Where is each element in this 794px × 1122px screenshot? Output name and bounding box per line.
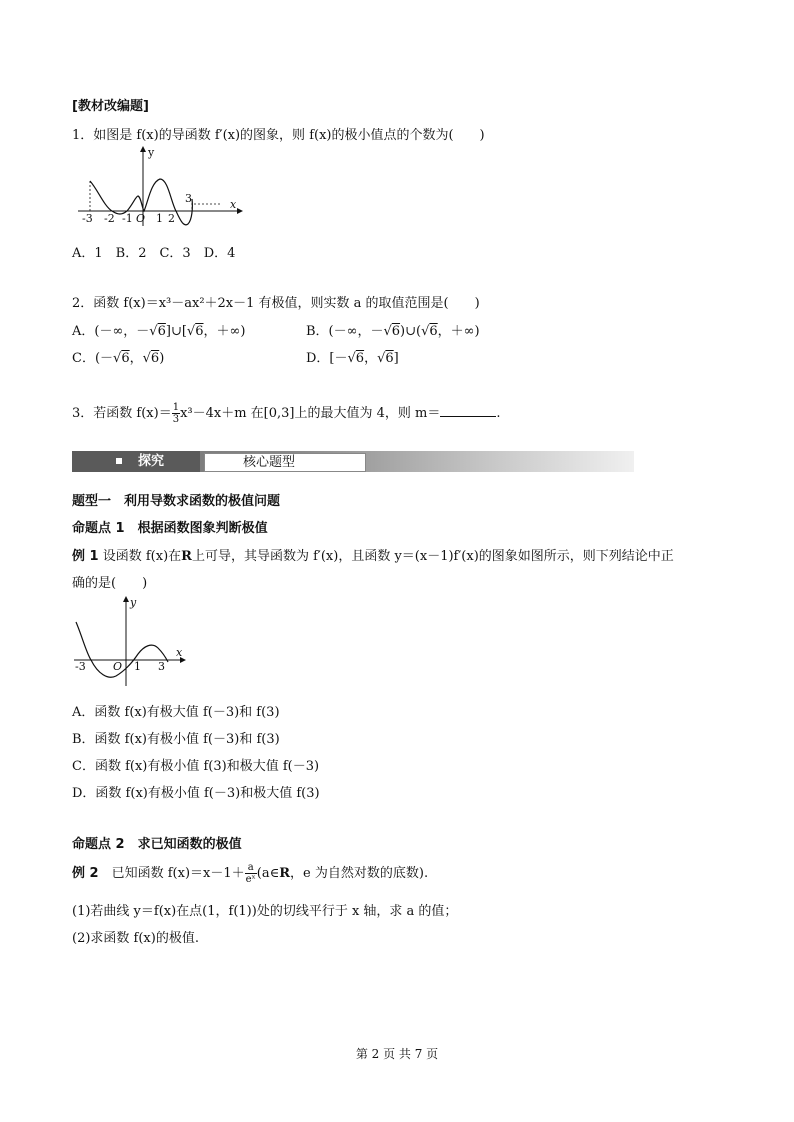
ex1-graph: [72, 594, 192, 694]
q1-text: 1．如图是 f(x)的导函数 f′(x)的图象，则 f(x)的极小值点的个数为( ): [72, 128, 485, 143]
q3-text: 3．若函数 f(x)＝ $\frac{1}{3}$ x³－4x＋m 在[0,3]上的最大值为 4，则 m＝ .: [72, 402, 501, 425]
ex2-text: 例 2 已知函数 f(x)＝x－1＋ $\frac{a}{\text{eˣ}}$ (a∈R，e 为自然对数的底数).: [72, 862, 429, 885]
q2-option-b: B．(－∞，－√6)∪(√6，＋∞): [306, 324, 480, 339]
q1-tick: -2: [104, 212, 115, 225]
banner-tag-explore: 探究: [72, 451, 200, 472]
point2-heading: 命题点 2 求已知函数的极值: [72, 837, 242, 852]
ex1-option-c: C．函数 f(x)有极小值 f(3)和极大值 f(－3): [72, 759, 320, 774]
ex1-text: 例 1 设函数 f(x)在R上可导，其导函数为 f′(x)，且函数 y＝(x－1)f′(x)的图象如图所示，则下列结论中正: [72, 549, 674, 564]
ex1-origin: O: [113, 660, 123, 673]
q2-option-d: D．[－√6，√6]: [306, 351, 399, 366]
point1-heading: 命题点 1 根据函数图象判断极值: [72, 521, 268, 536]
q1-tick: 1: [156, 212, 163, 225]
q2-text: 2．函数 f(x)＝x³－ax²＋2x－1 有极值，则实数 a 的取值范围是( ): [72, 296, 480, 311]
section-banner: [72, 451, 634, 472]
ex1-option-a: A．函数 f(x)有极大值 f(－3)和 f(3): [72, 705, 280, 720]
q1-tick: 3: [185, 192, 192, 205]
q1-y-label: y: [148, 146, 155, 159]
ex2-sub2: (2)求函数 f(x)的极值.: [72, 931, 199, 946]
q1-x-label: x: [230, 198, 237, 211]
ex2-sub1: (1)若曲线 y＝f(x)在点(1，f(1))处的切线平行于 x 轴，求 a 的值；: [72, 904, 458, 919]
q1-options: A．1 B．2 C．3 D．4: [72, 246, 236, 261]
q2-option-a: A．(－∞，－√6]∪[√6，＋∞): [72, 324, 246, 339]
q3-fraction: $\frac{1}{3}$: [172, 402, 180, 425]
ex1-text-line2: 确的是( ): [72, 576, 148, 591]
q1-tick: -3: [82, 212, 93, 225]
ex1-tick: -3: [75, 660, 86, 673]
ex1-x-label: x: [176, 646, 183, 659]
q1-graph: [72, 144, 247, 228]
ex1-tick: 1: [134, 660, 141, 673]
banner-tag-core: 核心题型: [204, 453, 366, 472]
section-title: [教材改编题]: [72, 99, 149, 114]
q1-origin: O: [136, 212, 146, 225]
ex1-y-label: y: [130, 596, 137, 609]
q2-option-c: C．(－√6，√6): [72, 351, 165, 366]
ex1-option-d: D．函数 f(x)有极小值 f(－3)和极大值 f(3): [72, 786, 320, 801]
q1-tick: 2: [168, 212, 175, 225]
page-footer: 第 2 页 共 7 页: [355, 1047, 439, 1061]
ex2-fraction: $\frac{a}{\text{eˣ}}$: [245, 862, 256, 885]
ex1-option-b: B．函数 f(x)有极小值 f(－3)和 f(3): [72, 732, 280, 747]
type1-heading: 题型一 利用导数求函数的极值问题: [72, 494, 281, 509]
q3-answer-blank[interactable]: [440, 404, 496, 417]
ex1-tick: 3: [158, 660, 165, 673]
q1-tick: -1: [122, 212, 133, 225]
